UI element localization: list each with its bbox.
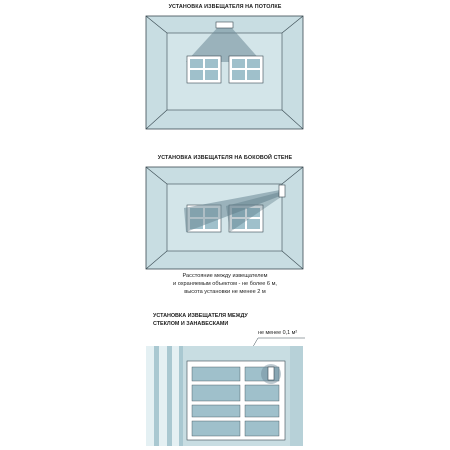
curtain-heading-line-2: СТЕКЛОМ И ЗАНАВЕСКАМИ <box>153 321 229 327</box>
side-wall-mount-heading: УСТАНОВКА ИЗВЕЩАТЕЛЯ НА БОКОВОЙ СТЕНЕ <box>157 155 293 161</box>
curtain-sensor <box>268 367 274 380</box>
note-line-2: и охраняемым объектом - не более 6 м, <box>173 281 277 287</box>
curtains <box>146 346 183 446</box>
curtain-heading-line-1: УСТАНОВКА ИЗВЕЩАТЕЛЯ МЕЖДУ <box>153 313 248 319</box>
note-line-1: Расстояние между извещателем <box>182 273 268 279</box>
ceiling-mount-heading: УСТАНОВКА ИЗВЕЩАТЕЛЯ НА ПОТОЛКЕ <box>168 4 282 10</box>
callout-label: не менее 0,1 м² <box>258 330 298 336</box>
note-line-3: высота установки не менее 2 м <box>184 289 266 295</box>
